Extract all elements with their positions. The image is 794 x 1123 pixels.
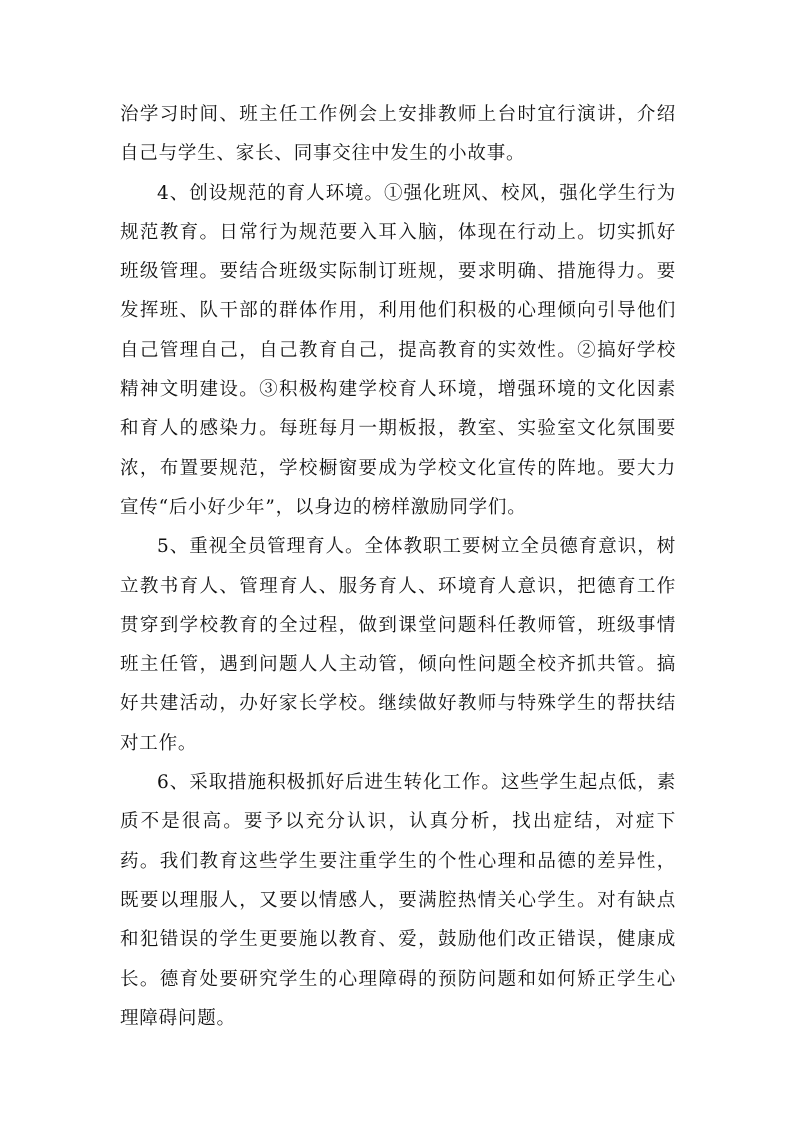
paragraph-item-5: 5、重视全员管理育人。全体教职工要树立全员德育意识，树立教书育人、管理育人、服务育人、环境育人意识，把德育工作贯穿到学校教育的全过程，做到课堂问题科任教师管，班级事情班主任管，遇到问题人人主动管，倾向性问题全校齐抓共管。搞好共建活动，办好家长学校。继续做好教师与特殊学生的帮扶结对工作。 [120,536,676,754]
paragraph-item-6: 6、采取措施积极抓好后进生转化工作。这些学生起点低，素质不是很高。要予以充分认识，认真分析，找出症结，对症下药。我们教育这些学生要注重学生的个性心理和品德的差异性，既要以理服人，又要以情感人，要满腔热情关心学生。对有缺点和犯错误的学生更要施以教育、爱，鼓励他们改正错误，健康成长。德育处要研究学生的心理障碍的预防问题和如何矫正学生心理障碍问题。 [120,772,676,1029]
paragraph-item-4: 4、创设规范的育人环境。①强化班风、校风，强化学生行为规范教育。日常行为规范要入耳入脑，体现在行动上。切实抓好班级管理。要结合班级实际制订班规，要求明确、措施得力。要发挥班、队干部的群体作用，利用他们积极的心理倾向引导他们自己管理自己，自己教育自己，提高教育的实效性。②搞好学校精神文明建设。③积极构建学校育人环境，增强环境的文化因素和育人的感染力。每班每月一期板报，教室、实验室文化氛围要浓，布置要规范，学校橱窗要成为学校文化宣传的阵地。要大力宣传“后小好少年”，以身边的榜样激励同学们。 [120,182,676,518]
paragraph-continuation: 治学习时间、班主任工作例会上安排教师上台时宜行演讲，介绍自己与学生、家长、同事交往中发生的小故事。 [120,104,676,165]
document-body [120,95,676,1038]
